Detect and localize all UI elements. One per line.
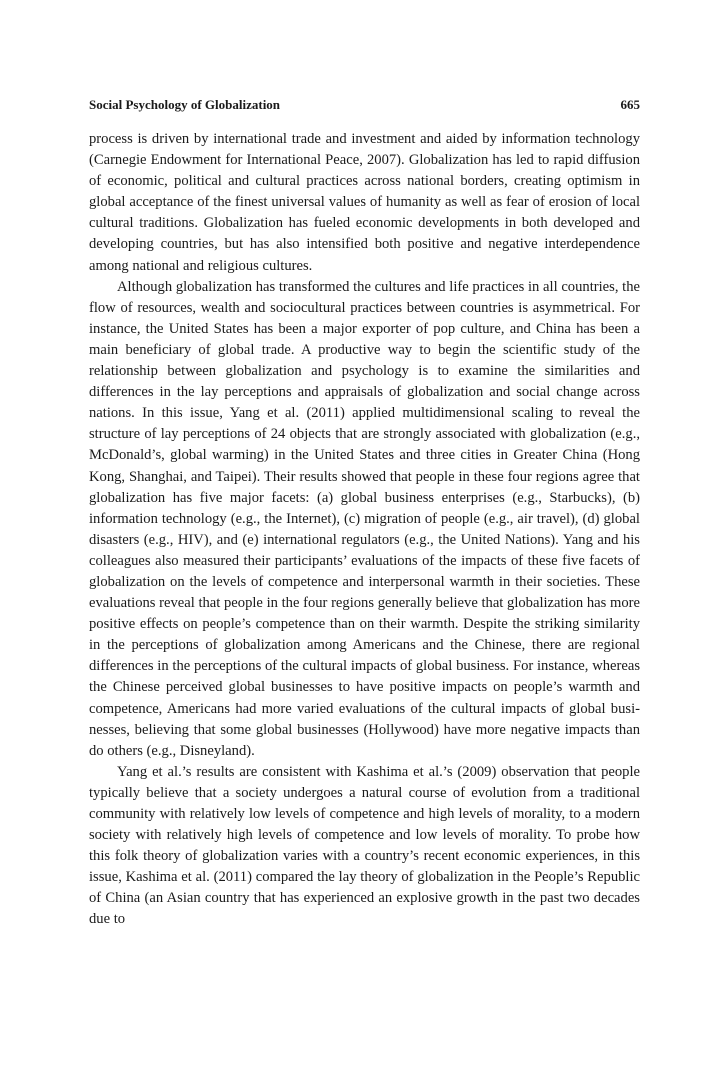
running-title: Social Psychology of Globalization [89, 97, 281, 112]
paragraph-globalization-asymmetry: Although globalization has transformed the cultures and life practices in all countries, the flow of resources, wealth and sociocultural practices between countries is asymmetrical. For instance, the United States has been a major exporter of pop culture, and China has been a main beneficiary of global trade. A productive way to begin the scientific study of the relationship between globalization and psychology is to examine the similarities and differences in the lay perceptions and appraisals of globalization and social change across nations. In this issue, Yang et al. (2011) applied multidimensional scaling to reveal the structure of lay perceptions of 24 objects that are strongly associated with globalization (e.g., McDonald’s, global warming) in the United States and three cities in Greater China (Hong Kong, Shanghai, and Taipei). Their results showed that people in these four regions agree that globalization has five major facets: (a) global business enterprises (e.g., Starbucks), (b) information technology (e.g., the Internet), (c) migration of people (e.g., air travel), (d) global disasters (e.g., HIV), and (e) international regulators (e.g., the United Nations). Yang and his colleagues also measured their participants’ evaluations of the impacts of these five facets of globalization on the levels of competence and interpersonal warmth in their societies. These evaluations reveal that people in the four regions generally believe that globalization has more positive effects on people’s competence than on their warmth. Despite the striking similarity in the perceptions of globalization among Americans and the Chinese, there are regional differences in the perceptions of the cultural impacts of global business. For instance, whereas the Chinese perceived global businesses to have positive impacts on people’s warmth and competence, Americans had more varied evaluations of the cultural impacts of global businesses, believing that some global businesses (Hollywood) have more negative impacts than do others (e.g., Disneyland). [89, 278, 640, 759]
paragraph-kashima-folk-theory: Yang et al.’s results are consistent with Kashima et al.’s (2009) observation that people typically believe that a society undergoes a natural course of evolution from a traditional community with relatively low levels of competence and high levels of morality, to a modern society with relatively high levels of competence and low levels of morality. To probe how this folk theory of globalization varies with a country’s recent economic experiences, in this issue, Kashima et al. (2011) compared the lay theory of globalization in the People’s Republic of China (an Asian country that has experienced an explosive growth in the past two decades due to [89, 763, 640, 928]
page-number: 665 [620, 97, 640, 112]
running-head [89, 96, 640, 114]
body-text [89, 129, 640, 931]
paragraph-continued: process is driven by international trade and investment and aided by information technology (Carnegie Endowment for International Peace, 2007). Globalization has led to rapid diffusion of economic, political and cultural practices across national borders, creating optimism in global acceptance of the finest universal values of humanity as well as fear of erosion of local cultural traditions. Globalization has fueled economic developments in both developed and developing countries, but has also intensified both positive and negative interdependence among national and religious cultures. [89, 131, 640, 274]
